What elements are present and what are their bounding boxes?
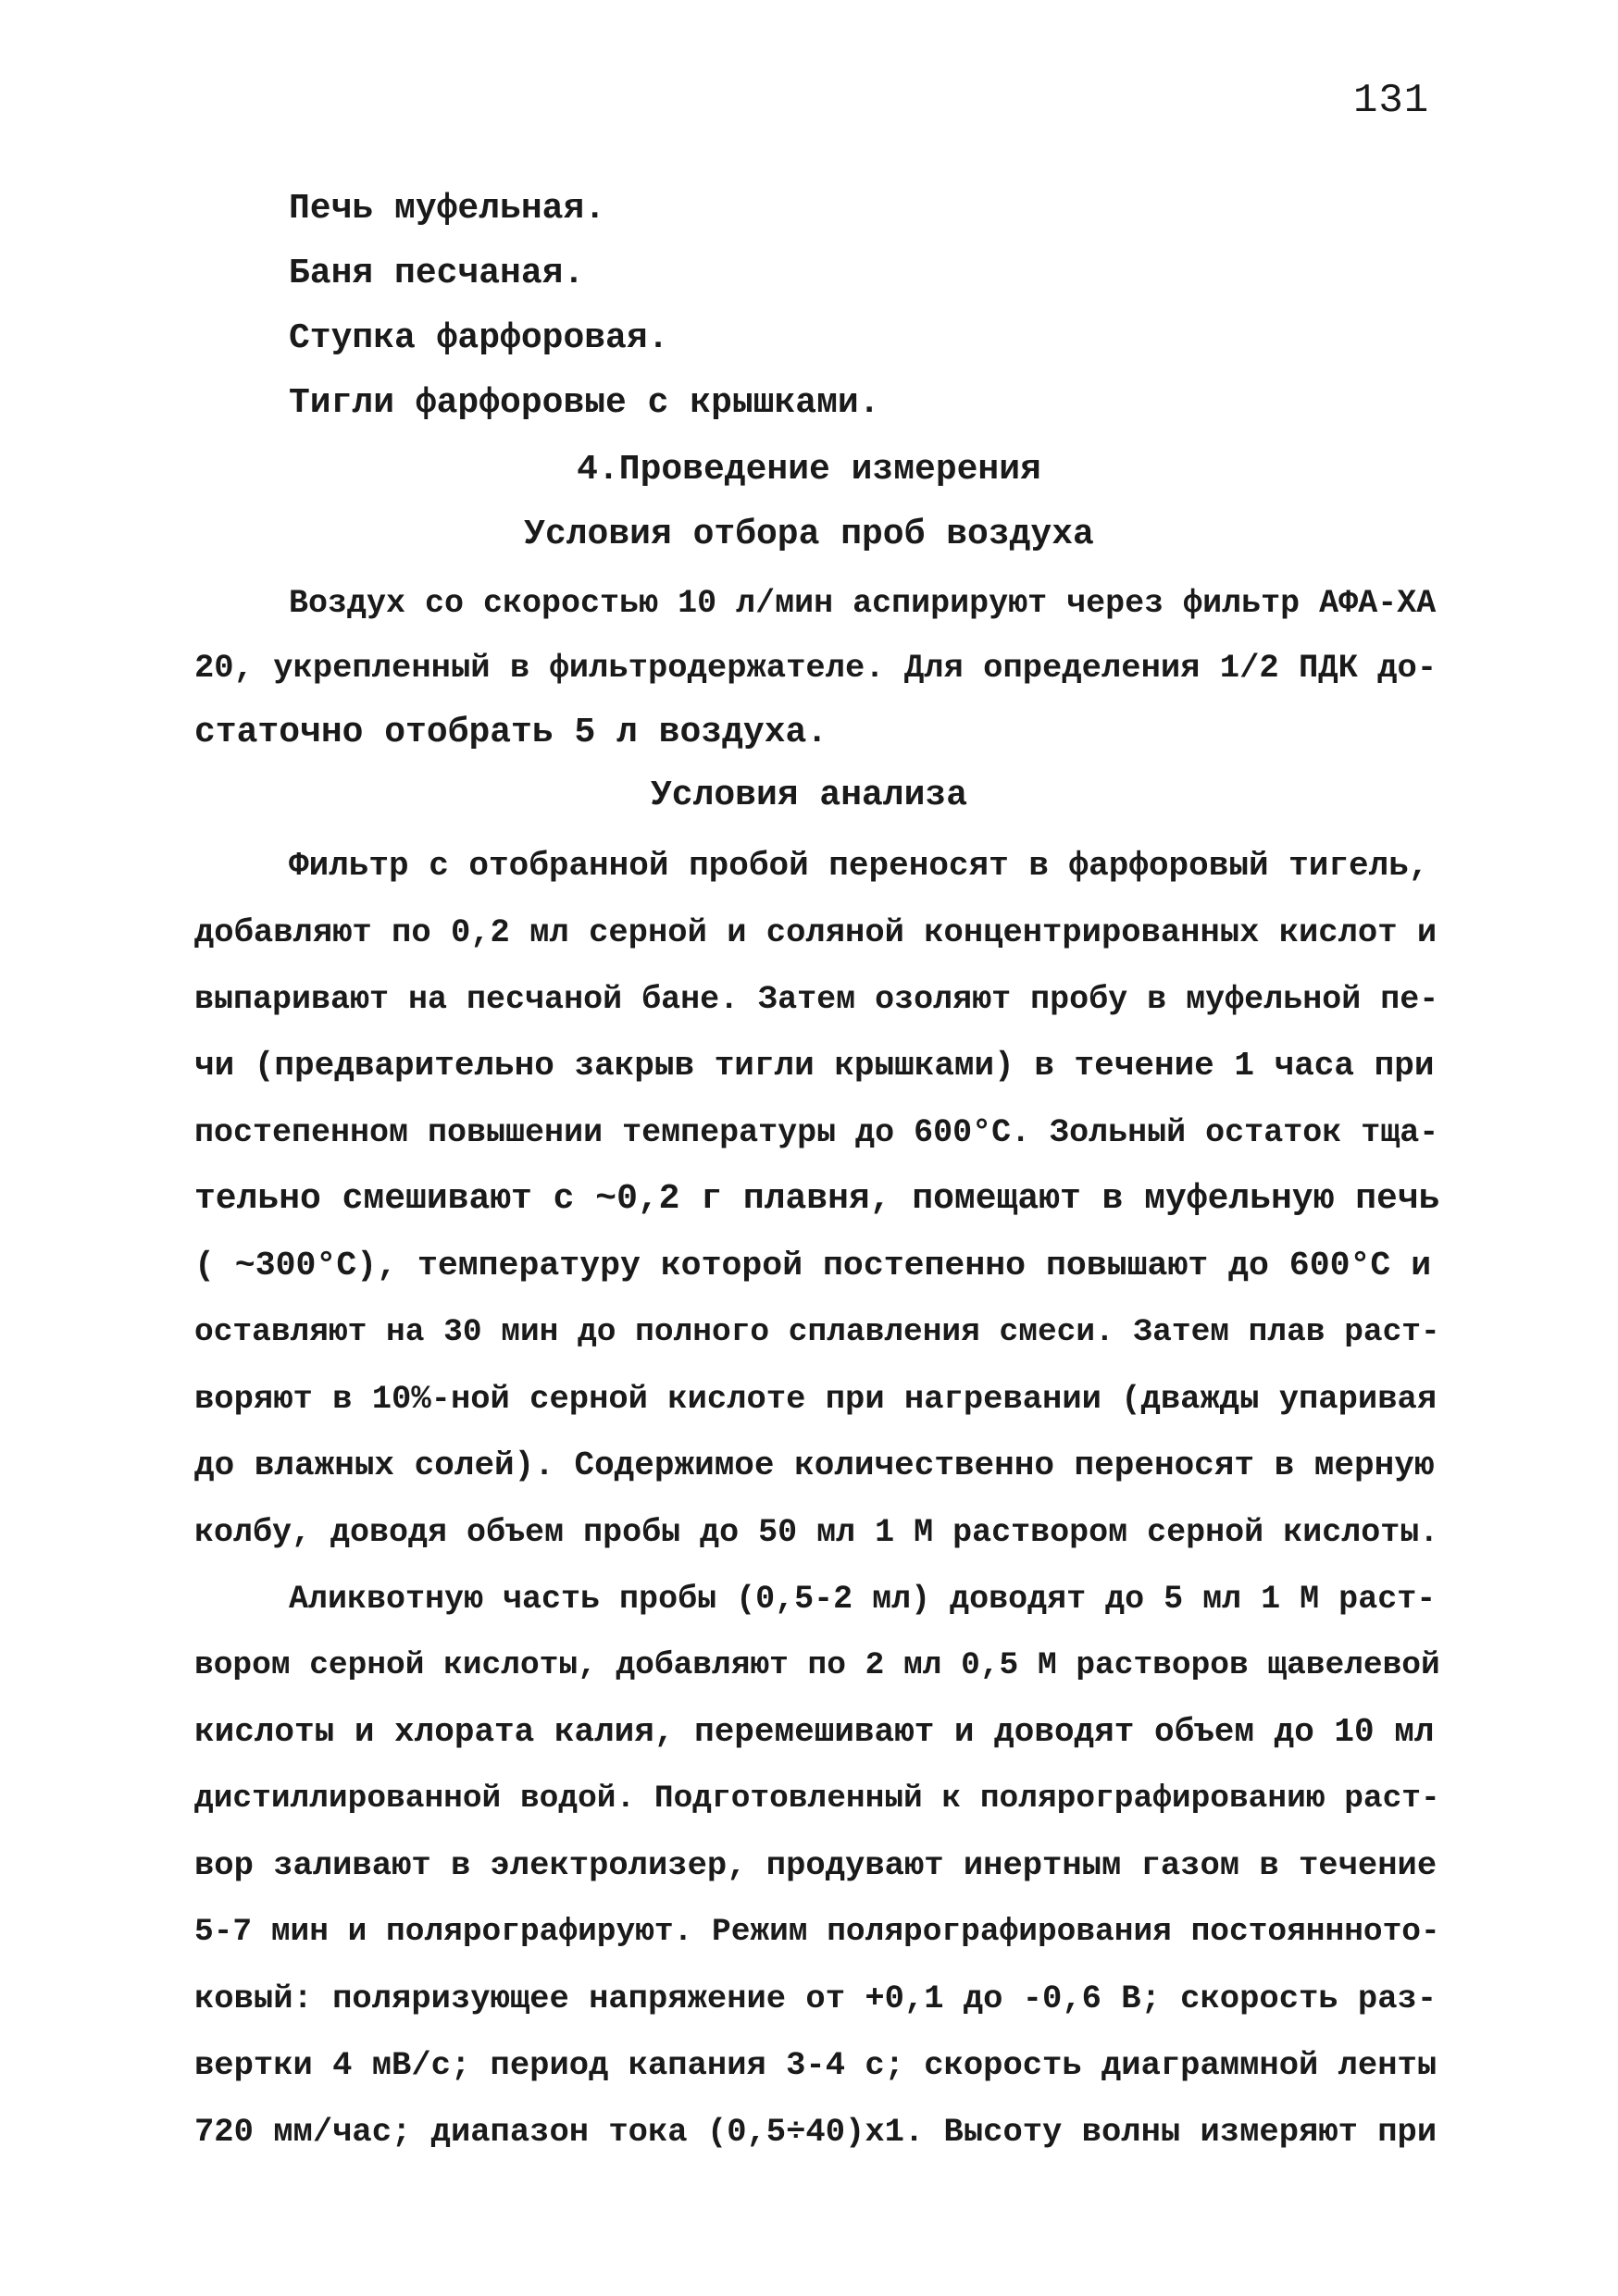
analysis-line: вором серной кислоты, добавляют по 2 мл 0,5 М растворов щавелевой (194, 1647, 1440, 1683)
subheading-analysis: Условия анализа (650, 776, 968, 815)
sampling-line: 20, укрепленный в фильтродержателе. Для определения 1/2 ПДК до- (194, 649, 1438, 687)
sampling-line: Воздух со скоростью 10 л/мин аспирируют через фильтр АФА-ХА (289, 585, 1437, 622)
analysis-line: чи (предварительно закрыв тигли крышками) в течение 1 часа при (194, 1047, 1435, 1085)
analysis-line: вор заливают в электролизер, продувают инертным газом в течение (194, 1846, 1438, 1884)
sampling-line: статочно отобрать 5 л воздуха. (194, 713, 828, 752)
analysis-line: выпаривают на песчаной бане. Затем озоляют пробу в муфельной пе- (194, 981, 1439, 1018)
analysis-line: до влажных солей). Содержимое количественно переносят в мерную (194, 1446, 1435, 1484)
analysis-line: воряют в 10%-ной серной кислоте при нагревании (дважды упаривая (194, 1380, 1438, 1418)
page-number: 131 (1353, 78, 1430, 124)
analysis-line: добавляют по 0,2 мл серной и соляной концентрированных кислот и (194, 913, 1438, 951)
analysis-line: ( ~300°С), температуру которой постепенно повышают до 600°С и (194, 1247, 1432, 1285)
analysis-line: вертки 4 мВ/с; период капания 3-4 с; скорость диаграммной ленты (194, 2046, 1438, 2084)
equipment-item: Баня песчаная. (289, 254, 585, 293)
analysis-line: 5-7 мин и полярографируют. Режим полярографирования постояннното- (194, 1914, 1440, 1950)
analysis-line: дистиллированной водой. Подготовленный к полярографированию раст- (194, 1781, 1440, 1817)
analysis-line: ковый: поляризующее напряжение от +0,1 до -0,6 В; скорость раз- (194, 1980, 1438, 2017)
analysis-line: тельно смешивают с ~0,2 г плавня, помещают в муфельную печь (194, 1179, 1440, 1219)
equipment-item: Ступка фарфоровая. (289, 318, 669, 358)
analysis-line: Фильтр с отобранной пробой переносят в фарфоровый тигель, (289, 847, 1429, 885)
analysis-line: Аликвотную часть пробы (0,5-2 мл) доводят до 5 мл 1 М раст- (289, 1581, 1437, 1618)
equipment-item: Печь муфельная. (289, 189, 606, 229)
analysis-line: кислоты и хлората калия, перемешивают и доводят объем до 10 мл (194, 1713, 1435, 1751)
subheading-sampling: Условия отбора проб воздуха (524, 515, 1094, 554)
equipment-item: Тигли фарфоровые с крышками. (289, 383, 880, 423)
analysis-line: постепенном повышении температуры до 600°С. Зольный остаток тща- (194, 1114, 1439, 1151)
analysis-line: 720 мм/час; диапазон тока (0,5÷40)х1. Высоту волны измеряют при (194, 2113, 1438, 2151)
analysis-line: оставляют на 30 мин до полного сплавления смеси. Затем плав раст- (194, 1314, 1440, 1350)
section-heading: 4.Проведение измерения (577, 450, 1041, 490)
analysis-line: колбу, доводя объем пробы до 50 мл 1 М раствором серной кислоты. (194, 1514, 1439, 1551)
